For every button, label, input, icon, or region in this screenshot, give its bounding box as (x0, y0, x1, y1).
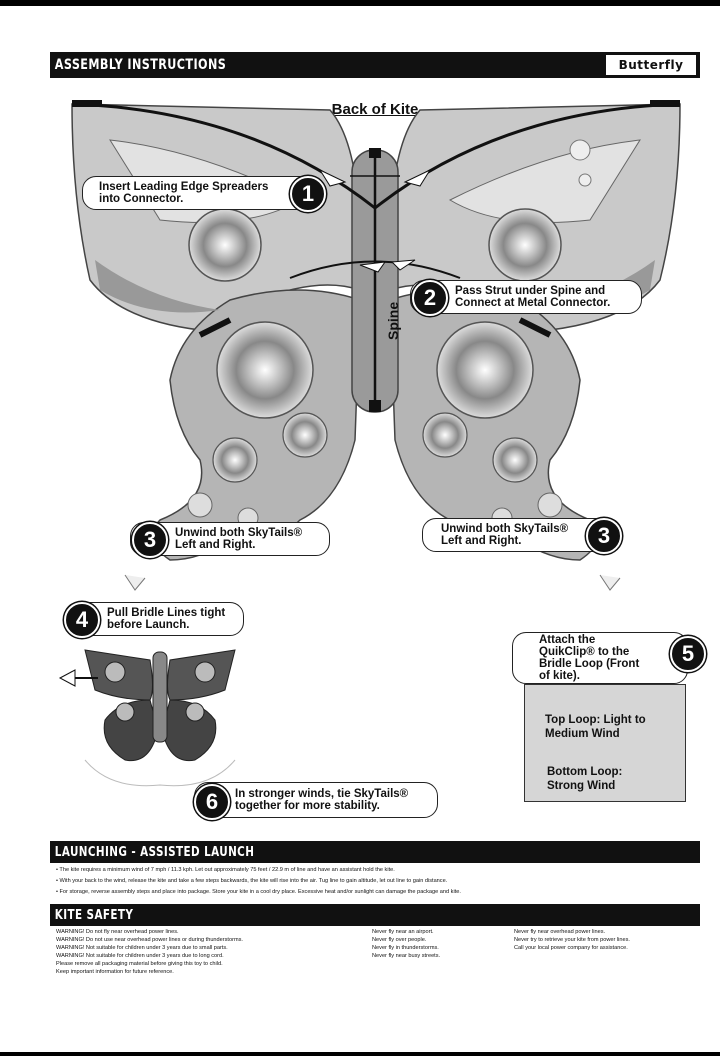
back-of-kite-title: Back of Kite (331, 101, 419, 118)
step-6-text: In stronger winds, tie SkyTails® together for more stability. (235, 788, 409, 812)
step-4-number: 4 (64, 602, 100, 638)
step-3-left-number: 3 (132, 522, 168, 558)
step-6-callout (194, 782, 438, 818)
safety-col1-line-3: WARNING! Not suitable for children under 3 years due to small parts. (56, 945, 228, 951)
safety-col1-line-5: Please remove all packaging material before giving this toy to child. (56, 961, 223, 967)
step-1-number: 1 (290, 176, 326, 212)
bridle-loop-box (524, 684, 686, 802)
assembly-title: ASSEMBLY INSTRUCTIONS (54, 57, 227, 73)
step-3-left-text: Unwind both SkyTails® Left and Right. (175, 527, 303, 551)
safety-col3-line-3: Call your local power company for assistance. (514, 945, 628, 951)
launching-line-1: • The kite requires a minimum wind of 7 mph / 11.3 kph. Let out approximately 75 feet / 22.9 m of line and have an assistant hold the kite. (56, 867, 395, 873)
launching-line-2: • With your back to the wind, release the kite and take a few steps backwards, the kite will rise into the air. Tug line to gain altitude, let out line to gain distance. (56, 878, 448, 884)
launching-header (50, 841, 700, 863)
safety-title: KITE SAFETY (54, 907, 134, 923)
launching-line-3: • For storage, reverse assembly steps and place into package. Store your kite in a cool dry place. Excessive heat and/or sunlight can damage the package and kite. (56, 889, 461, 895)
step-1-callout (82, 176, 314, 210)
step-6-number: 6 (194, 784, 230, 820)
bottom-border (0, 1052, 720, 1056)
step-5-text: Attach the QuikClip® to the Bridle Loop (Front of kite). (539, 634, 640, 682)
step-2-text: Pass Strut under Spine and Connect at Metal Connector. (455, 285, 611, 309)
step-5-callout (512, 632, 688, 684)
front-view-kite (60, 650, 235, 786)
safety-col2-line-2: Never fly over people. (372, 937, 427, 943)
safety-col1-line-6: Keep important information for future reference. (56, 969, 174, 975)
bottom-loop-text: Bottom Loop: Strong Wind (547, 766, 623, 792)
step-3-right-number: 3 (586, 518, 622, 554)
safety-col1-line-4: WARNING! Not suitable for children under 3 years due to long cord. (56, 953, 224, 959)
top-loop-text: Top Loop: Light to Medium Wind (545, 714, 646, 740)
step-4-text: Pull Bridle Lines tight before Launch. (107, 607, 226, 631)
safety-header (50, 904, 700, 926)
step-3-right-text: Unwind both SkyTails® Left and Right. (441, 523, 569, 547)
product-name: Butterfly (606, 55, 696, 75)
safety-col1-line-2: WARNING! Do not use near overhead power lines or during thunderstorms. (56, 937, 243, 943)
safety-col2-line-1: Never fly near an airport. (372, 929, 434, 935)
safety-col3-line-2: Never try to retrieve your kite from power lines. (514, 937, 630, 943)
safety-col1-line-1: WARNING! Do not fly near overhead power lines. (56, 929, 179, 935)
safety-col2-line-3: Never fly in thunderstorms. (372, 945, 439, 951)
step-5-number: 5 (670, 636, 706, 672)
step-1-text: Insert Leading Edge Spreaders into Connector. (99, 181, 269, 205)
step-2-number: 2 (412, 280, 448, 316)
spine-label: Spine (385, 301, 401, 340)
safety-col2-line-4: Never fly near busy streets. (372, 953, 441, 959)
safety-col3-line-1: Never fly near overhead power lines. (514, 929, 606, 935)
launching-title: LAUNCHING - ASSISTED LAUNCH (54, 844, 255, 860)
